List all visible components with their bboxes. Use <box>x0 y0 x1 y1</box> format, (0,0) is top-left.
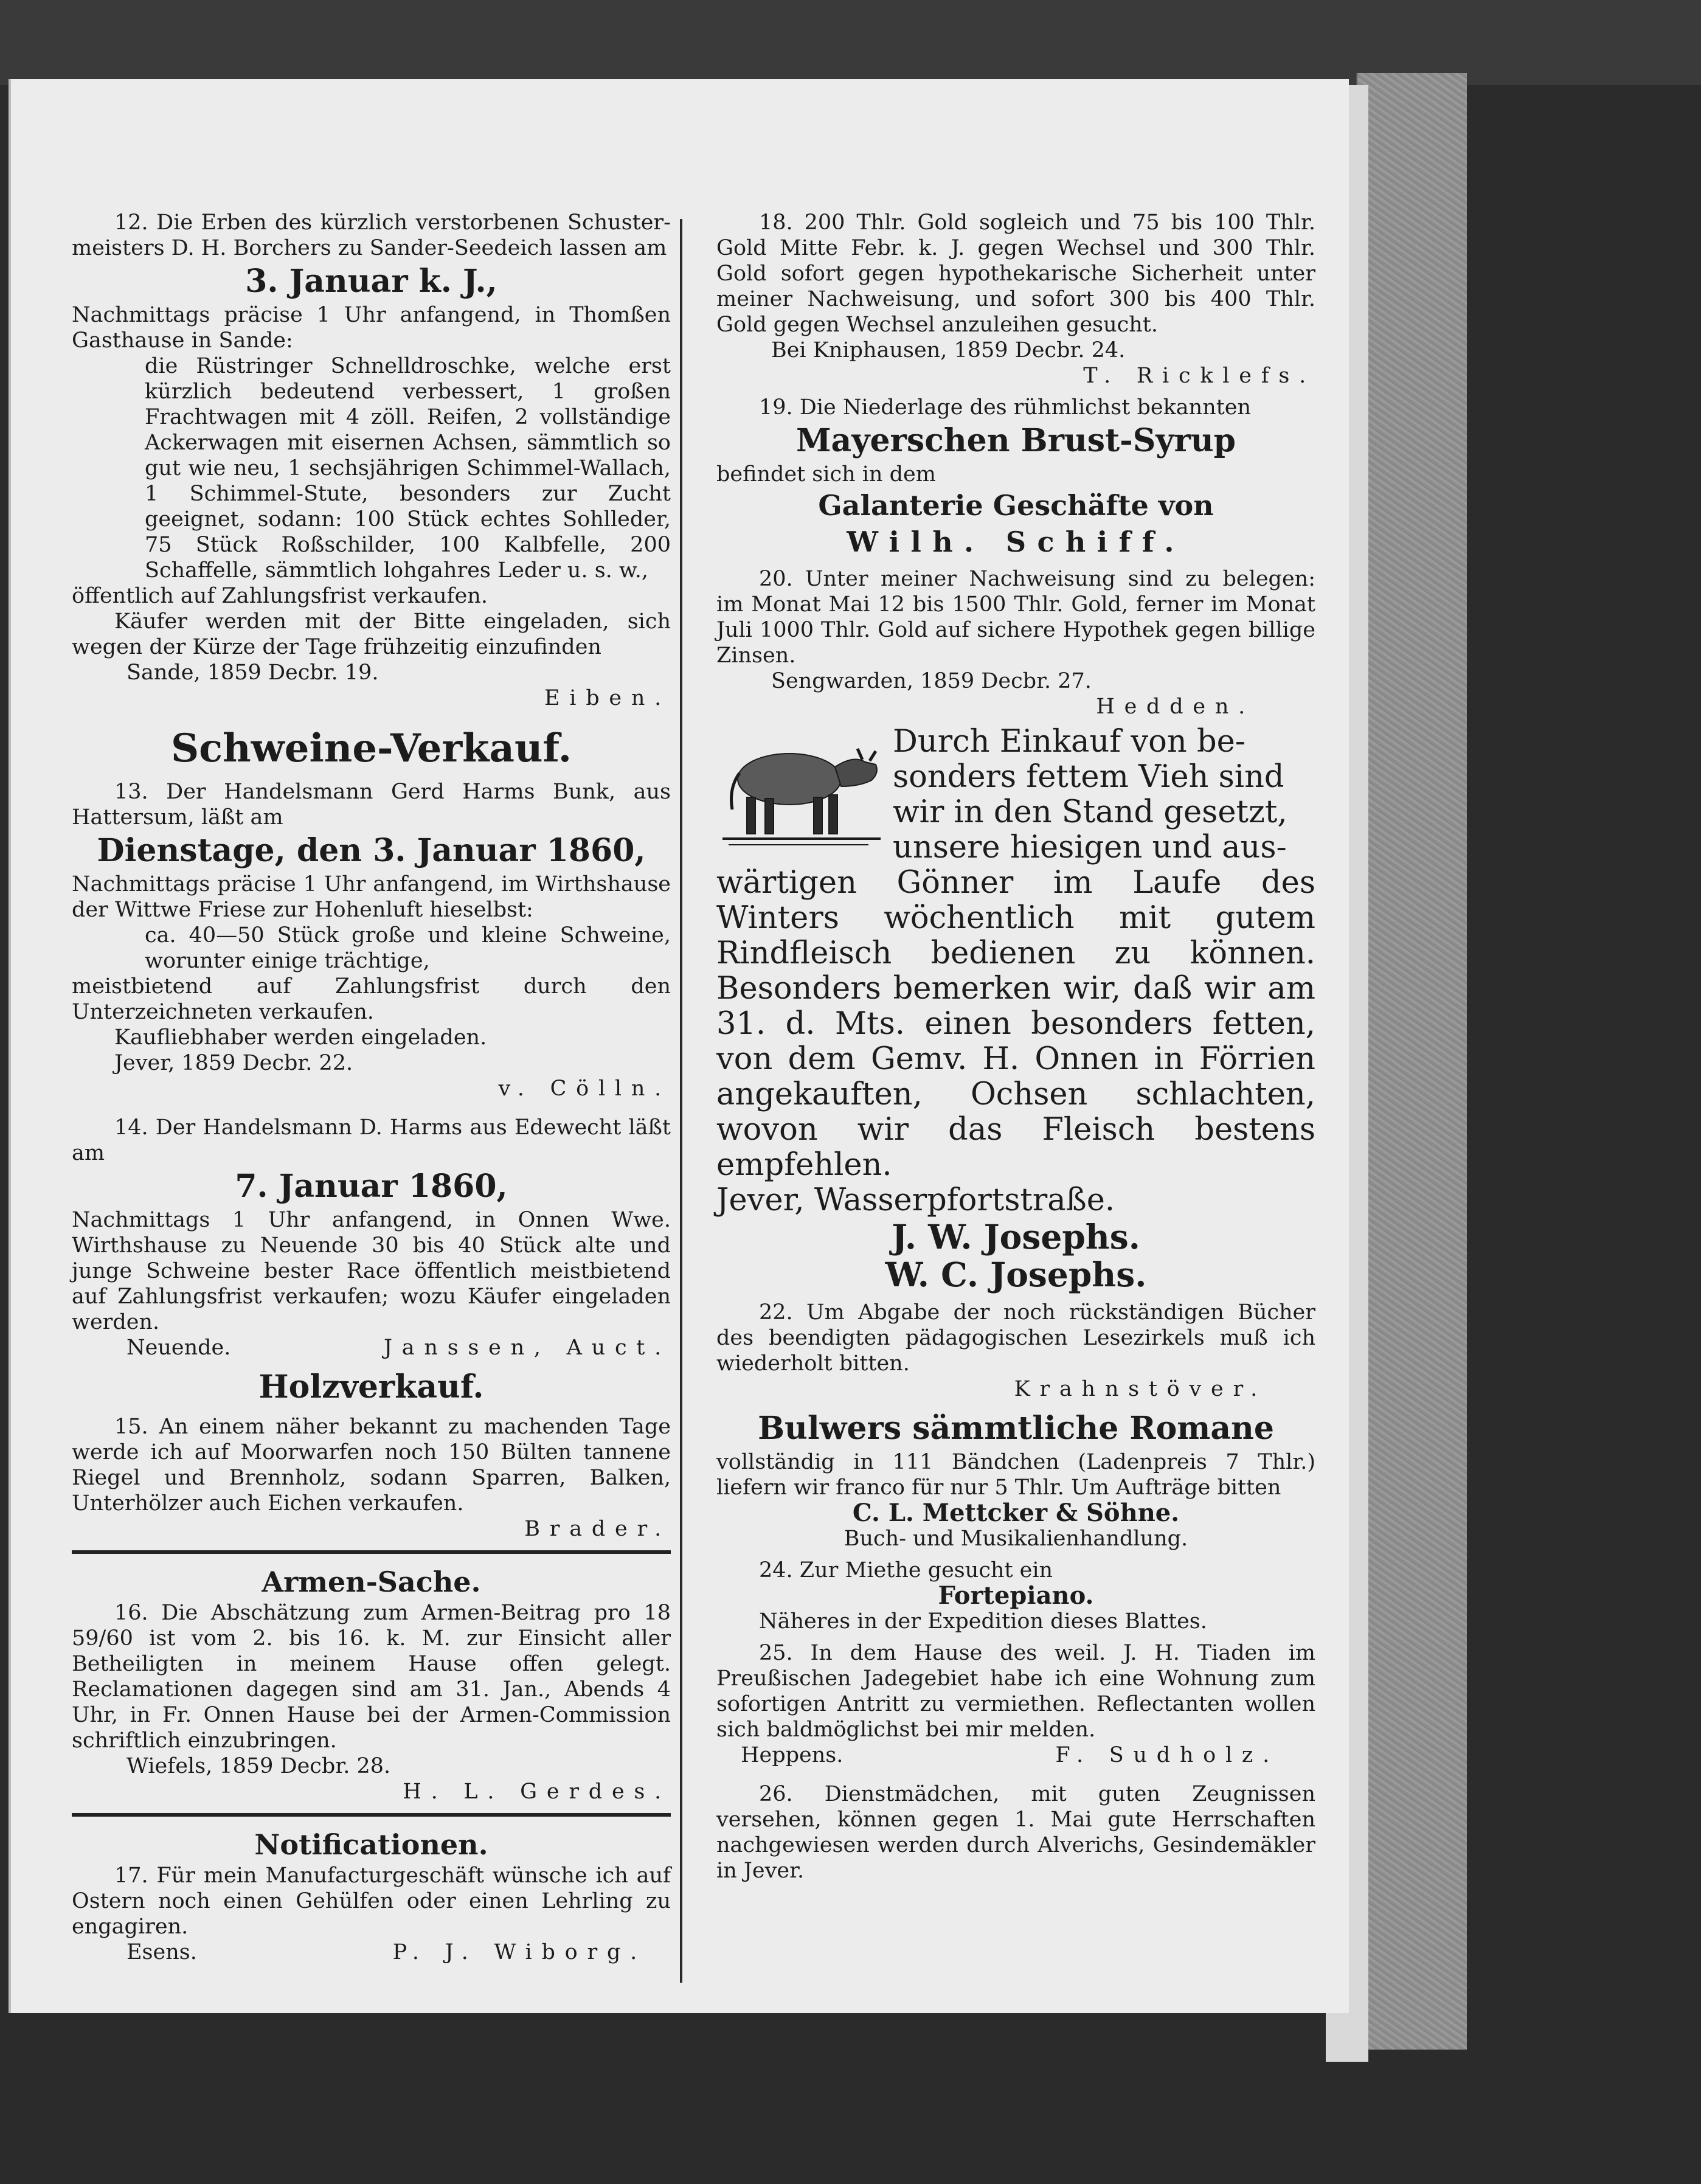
ad-16-text: 16. Die Abschätzung zum Armen-Beitrag pro 18 59/60 ist vom 2. bis 16. k. M. zur Einsicht aller Betheiligten in meinem Hause offen gelegt. Reclamationen dagegen sind am 31. Jan., Abends 4 Uhr, in Fr. Onnen Hause bei der Armen-Commission schriftlich einzubringen. <box>72 1601 671 1753</box>
ad-13 <box>72 779 671 1101</box>
ad-12-signature: Eiben. <box>544 686 671 710</box>
ad-15-signature: Brader. <box>524 1517 671 1541</box>
ad-25-text: 25. In dem Hause des weil. J. H. Tiaden im Preußischen Jadegebiet habe ich eine Wohnung zum sofortigen Antritt zu vermiethen. Reflectanten wollen sich baldmöglichst bei mir melden. <box>716 1641 1315 1742</box>
ad-23-firm-sub: Buch- und Musikalienhandlung. <box>844 1527 1188 1551</box>
ad-12-heading: 3. Januar k. J., <box>245 263 497 300</box>
background-top <box>0 0 1701 85</box>
ad-19-owner: Wilh. Schiff. <box>847 525 1185 558</box>
ad-24 <box>716 1558 1315 1634</box>
ad-12 <box>72 210 671 711</box>
ad-23-firm: C. L. Mettcker & Söhne. <box>852 1499 1180 1527</box>
ad-18-date: Bei Kniphausen, 1859 Decbr. 24. <box>771 338 1126 362</box>
rule-divider <box>72 1813 671 1817</box>
ad-20 <box>716 566 1315 719</box>
ad-16 <box>72 1600 671 1804</box>
section-title-notificationen: Notificationen. <box>254 1828 488 1861</box>
ad-12-date: Sande, 1859 Decbr. 19. <box>126 660 379 685</box>
ad-13-intro: 13. Der Handelsmann Gerd Harms Bunk, aus Hattersum, läßt am <box>72 780 671 830</box>
ad-14-place: Neuende. <box>126 1336 231 1360</box>
ad-21-butcher <box>716 724 1315 1294</box>
ad-20-signature: Hedden. <box>1096 695 1255 719</box>
right-column <box>716 210 1315 1884</box>
ad-20-date: Sengwarden, 1859 Decbr. 27. <box>771 669 1092 693</box>
ad-23-text: vollständig in 111 Bändchen (Ladenpreis 7 Thlr.) liefern wir franco für nur 5 Thlr. Um Aufträge bitten <box>716 1450 1315 1500</box>
section-title-bulwers-romane: Bulwers sämmtliche Romane <box>758 1410 1274 1447</box>
ad-25 <box>716 1640 1315 1768</box>
column-divider <box>680 219 682 1983</box>
ad-13-signature: v. Cölln. <box>498 1076 671 1101</box>
newspaper-page <box>9 79 1349 2013</box>
ad-20-text: 20. Unter meiner Nachweisung sind zu belegen: im Monat Mai 12 bis 1500 Thlr. Gold, ferner im Monat Juli 1000 Thlr. Gold auf sichere Hypothek gegen billige Zinsen. <box>716 567 1315 668</box>
ad-18 <box>716 210 1315 389</box>
ad-15-text: 15. An einem näher bekannt zu machenden Tage werde ich auf Moorwarfen noch 150 Bülten tannene Riegel und Brennholz, sodann Sparren, Balken, Unterhölzer auch Eichen verkaufen. <box>72 1415 671 1516</box>
section-title-schweine-verkauf: Schweine-Verkauf. <box>170 726 572 771</box>
ad-16-date: Wiefels, 1859 Decbr. 28. <box>126 1754 391 1778</box>
ad-12-sale: öffentlich auf Zahlungsfrist verkaufen. <box>72 584 488 608</box>
ad-24-item: Fortepiano. <box>938 1581 1094 1610</box>
ad-23 <box>716 1449 1315 1551</box>
ad-24-text: Näheres in der Expedition dieses Blattes. <box>759 1609 1207 1634</box>
ad-21-text: wärtigen Gönner im Laufe des Winters wöchentlich mit gutem Rindfleisch bedienen zu können. Besonders bemerken wir, daß wir am 31. d. Mts. einen besonders fetten, von dem Gemv. H. Onnen in Förrien angekauften, Ochsen schlachten, wovon wir das Fleisch bestens empfehlen. <box>716 865 1315 1183</box>
ad-14-signature: Janssen, Auct. <box>384 1336 671 1360</box>
ad-21-signature-1: J. W. Josephs. <box>892 1217 1140 1257</box>
ad-12-items: die Rüstringer Schnelldroschke, welche erst kürzlich bedeutend verbessert, 1 großen Frachtwagen mit 4 zöll. Reifen, 2 vollständige Ackerwagen mit eisernen Achsen, sämmtlich so gut wie neu, 1 sechsjährigen Schimmel-Wallach, 1 Schimmel-Stute, besonders zur Zucht geeignet, sodann: 100 Stück echtes Sohlleder, 75 Stück Roßschilder, 100 Kalbfelle, 200 Schaffelle, sämmtlich lohgahres Leder u. s. w., <box>145 354 671 583</box>
ad-17-signature: P. J. Wiborg. <box>392 1940 646 1964</box>
ad-14 <box>72 1115 671 1361</box>
ad-17-text: 17. Für mein Manufacturgeschäft wünsche ich auf Ostern noch einen Gehülfen oder einen Lehrling zu engagiren. <box>72 1863 671 1939</box>
ox-icon <box>716 730 887 852</box>
ad-12-intro: 12. Die Erben des kürzlich verstorbenen Schustermeisters D. H. Borchers zu Sander-Seedeich lassen am <box>72 210 671 260</box>
ad-21-line-4: unsere hiesigen und aus- <box>893 830 1287 865</box>
ad-19-shop: Galanterie Geschäfte von <box>818 489 1214 522</box>
ad-19-text: befindet sich in dem <box>716 462 936 487</box>
ad-12-note: Käufer werden mit der Bitte eingeladen, sich wegen der Kürze der Tage frühzeitig einzufinden <box>72 609 671 659</box>
ad-21-signature-2: W. C. Josephs. <box>885 1255 1147 1294</box>
ad-17-footer <box>72 1940 671 1965</box>
ad-13-items: ca. 40—50 Stück große und kleine Schweine, worunter einige trächtige, <box>145 923 671 973</box>
section-title-holzverkauf: Holzverkauf. <box>258 1368 484 1406</box>
rule-divider <box>72 1550 671 1554</box>
ad-13-heading: Dienstage, den 3. Januar 1860, <box>97 832 646 869</box>
ad-18-signature: T. Ricklefs. <box>1083 364 1315 388</box>
ad-14-heading: 7. Januar 1860, <box>235 1168 508 1205</box>
ad-22 <box>716 1300 1315 1402</box>
ad-26-text: 26. Dienstmädchen, mit guten Zeugnissen versehen, können gegen 1. Mai gute Herrschaften nachgewiesen werden durch Alverichs, Gesindemäkler in Jever. <box>716 1782 1315 1883</box>
left-column <box>72 210 671 1965</box>
ad-14-intro: 14. Der Handelsmann D. Harms aus Edewecht läßt am <box>72 1115 671 1165</box>
ad-14-footer <box>72 1335 671 1361</box>
ad-13-note: Kaufliebhaber werden eingeladen. <box>114 1025 487 1050</box>
ad-13-sale: meistbietend auf Zahlungsfrist durch den Unterzeichneten verkaufen. <box>72 974 671 1024</box>
ad-13-time: Nachmittags präcise 1 Uhr anfangend, im Wirthshause der Wittwe Friese zur Hohenluft hieselbst: <box>72 872 671 922</box>
ad-21-line-2: sonders fettem Vieh sind <box>893 759 1284 795</box>
ad-25-place: Heppens. <box>741 1743 844 1767</box>
ad-17-place: Esens. <box>126 1940 197 1964</box>
ad-25-signature: F. Sudholz. <box>1055 1743 1279 1767</box>
ad-12-time: Nachmittags präcise 1 Uhr anfangend, in Thomßen Gasthause in Sande: <box>72 303 671 353</box>
ad-19 <box>716 395 1315 560</box>
ad-22-text: 22. Um Abgabe der noch rückständigen Bücher des beendigten pädagogischen Lesezirkels muß ich wiederholt bitten. <box>716 1300 1315 1376</box>
ad-15 <box>72 1414 671 1542</box>
ad-21-line-1: Durch Einkauf von be- <box>893 724 1246 760</box>
ad-17 <box>72 1863 671 1965</box>
ad-18-text: 18. 200 Thlr. Gold sogleich und 75 bis 100 Thlr. Gold Mitte Febr. k. J. gegen Wechsel und 300 Thlr. Gold sofort gegen hypothekarische Sicherheit unter meiner Nachweisung, und sofort 300 bis 400 Thlr. Gold gegen Wechsel anzuleihen gesucht. <box>716 210 1315 337</box>
ad-26 <box>716 1781 1315 1884</box>
ad-21-place: Jever, Wasserpfortstraße. <box>716 1182 1115 1218</box>
ad-24-intro: 24. Zur Miethe gesucht ein <box>759 1558 1053 1583</box>
ad-25-footer <box>716 1742 1315 1768</box>
ad-19-product: Mayerschen Brust-Syrup <box>795 422 1236 459</box>
book-cover-edge <box>1356 73 1467 2050</box>
ad-14-text: Nachmittags 1 Uhr anfangend, in Onnen Wwe. Wirthshause zu Neuende 30 bis 40 Stück alte und junge Schweine bester Race öffentlich meistbietend auf Zahlungsfrist verkaufen; wozu Käufer eingeladen werden. <box>72 1208 671 1334</box>
section-title-armen-sache: Armen-Sache. <box>262 1565 481 1598</box>
ad-21-line-3: wir in den Stand gesetzt, <box>893 794 1287 830</box>
ad-13-date: Jever, 1859 Decbr. 22. <box>114 1051 353 1075</box>
ad-16-signature: H. L. Gerdes. <box>403 1780 671 1804</box>
ad-22-signature: Krahnstöver. <box>1014 1377 1267 1401</box>
ad-19-intro: 19. Die Niederlage des rühmlichst bekannten <box>759 395 1252 420</box>
